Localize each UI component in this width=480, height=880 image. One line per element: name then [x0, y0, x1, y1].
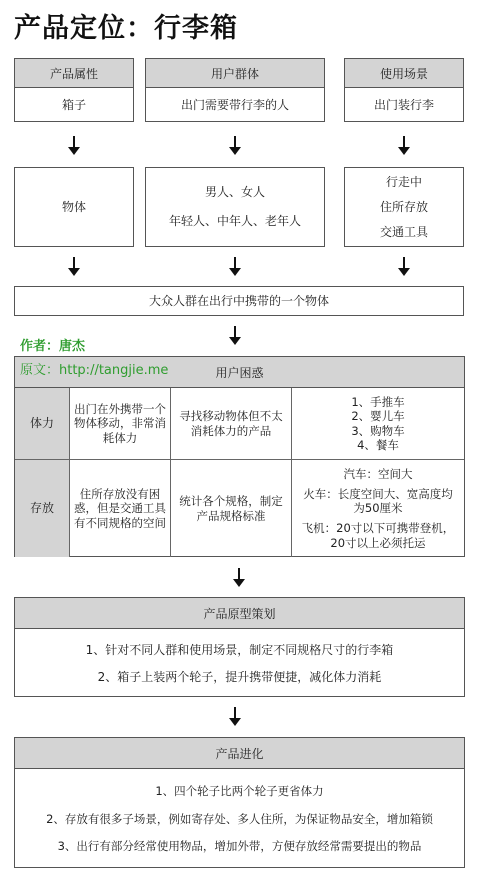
prototype-box	[14, 597, 465, 697]
column-header: 产品属性	[15, 59, 133, 88]
solution-line: 1、手推车	[351, 394, 405, 409]
down-arrow-icon	[66, 135, 82, 157]
solution-line: 3、购物车	[351, 423, 405, 438]
down-arrow-icon	[227, 256, 243, 278]
table-row	[15, 460, 464, 557]
prototype-items	[15, 629, 464, 698]
pain-table	[14, 356, 465, 557]
down-arrow-icon	[396, 256, 412, 278]
solution-line: 火车：长度空间大、宽高度均为50厘米	[303, 486, 453, 516]
detail-line: 男人、女人	[204, 185, 265, 199]
solution-line: 4、餐车	[357, 437, 399, 452]
prototype-header: 产品原型策划	[15, 598, 464, 629]
list-item: 3、出行有部分经常使用物品，增加外带，方便存放经常需要提出的物品	[57, 839, 422, 854]
summary-box: 大众人群在出行中携带的一个物体	[14, 286, 464, 316]
detail-line: 年轻人、中年人、老年人	[168, 214, 301, 228]
author-credit: 作者：唐杰	[20, 339, 86, 354]
detail-box-usage-scene	[344, 167, 464, 247]
list-item: 2、存放有很多子场景，例如寄存处、多人住所，为保证物品安全，增加箱锁	[46, 811, 433, 826]
row-label: 存放	[15, 460, 70, 557]
evolution-items	[15, 769, 464, 869]
column-usage-scene	[344, 58, 464, 122]
row-problem: 住所存放没有困惑，但是交通工具有不同规格的空间	[70, 460, 171, 557]
list-item: 1、四个轮子比两个轮子更省体力	[155, 784, 324, 799]
column-header: 用户群体	[146, 59, 324, 88]
column-value: 出门需要带行李的人	[180, 98, 289, 112]
solution-line: 汽车：空间大	[343, 466, 413, 481]
down-arrow-icon	[66, 256, 82, 278]
column-value: 箱子	[61, 98, 86, 112]
detail-line: 交通工具	[379, 224, 428, 239]
down-arrow-icon	[231, 567, 247, 589]
row-solutions	[292, 460, 464, 557]
column-product-attribute	[14, 58, 134, 122]
source-link[interactable]: 原文：http://tangjie.me	[20, 363, 169, 378]
detail-line: 行走中	[385, 174, 422, 189]
row-problem: 出门在外携带一个物体移动，非常消耗体力	[70, 388, 171, 460]
column-value: 出门装行李	[373, 98, 434, 112]
list-item: 2、箱子上装两个轮子，提升携带便捷，减化体力消耗	[97, 669, 382, 684]
column-user-group	[145, 58, 325, 122]
row-solutions	[292, 388, 464, 460]
column-header: 使用场景	[345, 59, 463, 88]
down-arrow-icon	[227, 135, 243, 157]
list-item: 1、针对不同人群和使用场景，制定不同规格尺寸的行李箱	[85, 642, 394, 657]
pain-table-header: 用户困惑	[15, 357, 464, 388]
down-arrow-icon	[396, 135, 412, 157]
page-title: 产品定位：行李箱	[14, 13, 238, 44]
solution-line: 2、婴儿车	[351, 409, 405, 424]
row-label: 体力	[15, 388, 70, 460]
detail-box-attribute	[14, 167, 134, 247]
evolution-box	[14, 737, 465, 868]
down-arrow-icon	[227, 706, 243, 728]
table-row	[15, 388, 464, 460]
detail-box-user-group	[145, 167, 325, 247]
detail-line: 物体	[61, 199, 86, 214]
solution-line: 飞机：20寸以下可携带登机，20寸以上必须托运	[301, 521, 455, 550]
detail-line: 住所存放	[379, 199, 428, 214]
row-need: 寻找移动物体但不太消耗体力的产品	[171, 388, 292, 460]
down-arrow-icon	[227, 325, 243, 347]
row-need: 统计各个规格，制定产品规格标准	[171, 460, 292, 557]
evolution-header: 产品进化	[15, 738, 464, 769]
